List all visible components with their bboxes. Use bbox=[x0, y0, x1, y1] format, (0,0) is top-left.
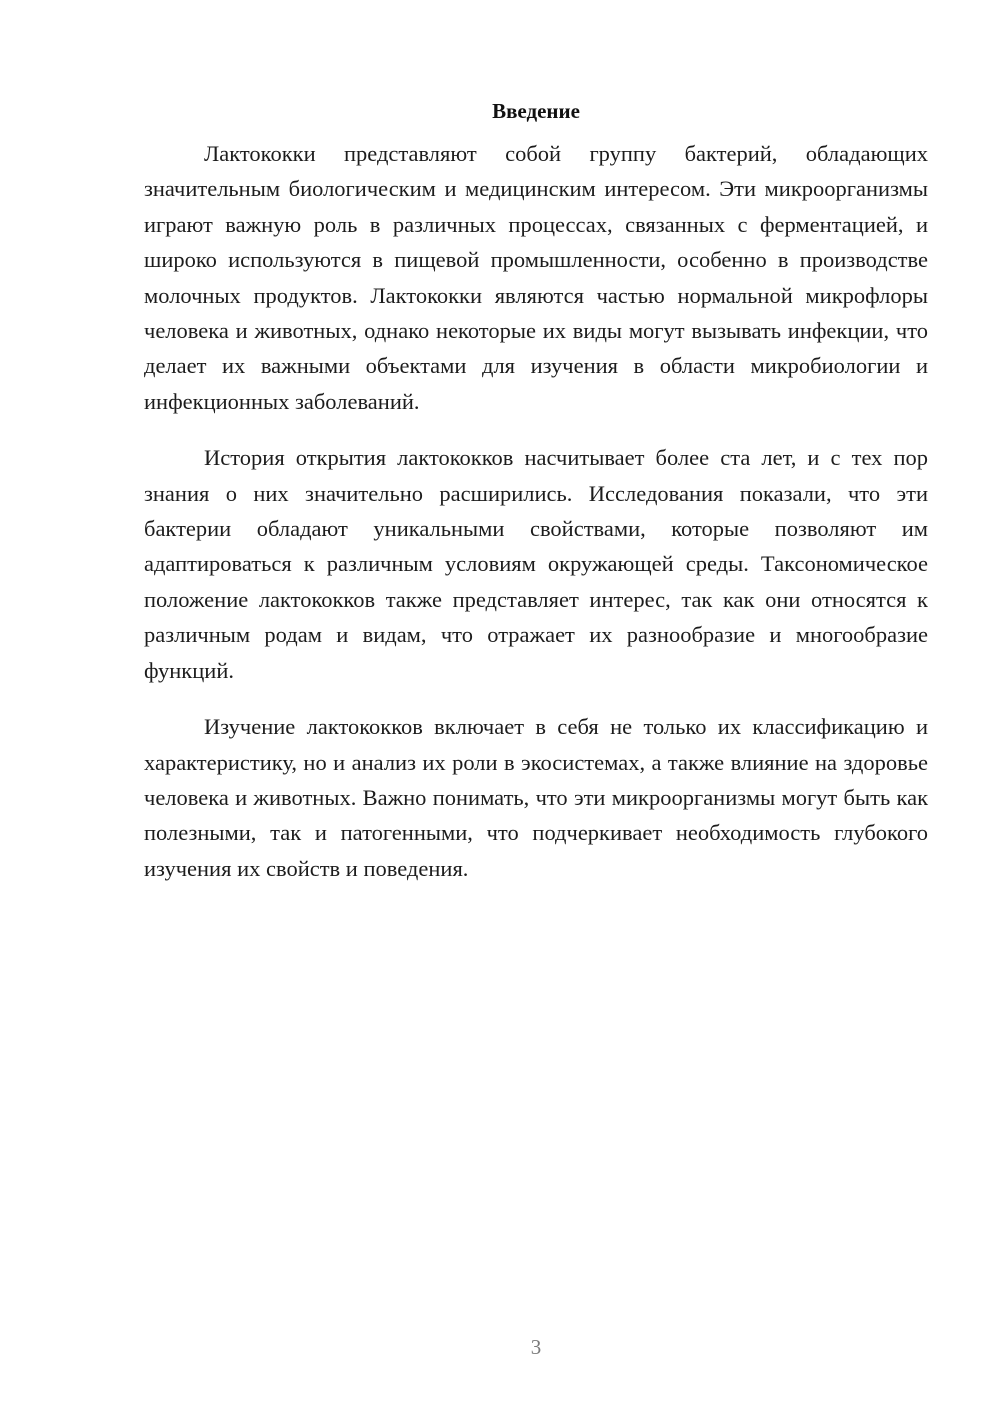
paragraph-1: Лактококки представляют собой группу бактерий, обладающих значительным биологическим и медицинским интересом. Эти микроорганизмы играют важную роль в различных процессах, связанных с ферментацией, и широко используются в пищевой промышленности, особенно в производстве молочных продуктов. Лактококки являются частью нормальной микрофлоры человека и животных, однако некоторые их виды могут вызывать инфекции, что делает их важными объектами для изучения в области микробиологии и инфекционных заболеваний. bbox=[144, 141, 928, 414]
section-heading: Введение bbox=[492, 99, 580, 123]
paragraph-2: История открытия лактококков насчитывает более ста лет, и с тех пор знания о них значительно расширились. Исследования показали, что эти бактерии обладают уникальными свойствами, которые позволяют им адаптироваться к различным условиям окружающей среды. Таксономическое положение лактококков также представляет интерес, так как они относятся к различным родам и видам, что отражает их разнообразие и многообразие функций. bbox=[144, 445, 928, 683]
page-number: 3 bbox=[530, 1335, 542, 1359]
paragraph-3: Изучение лактококков включает в себя не только их классификацию и характеристику, но и анализ их роли в экосистемах, а также влияние на здоровье человека и животных. Важно понимать, что эти микроорганизмы могут быть как полезными, так и патогенными, что подчеркивает необходимость глубокого изучения их свойств и поведения. bbox=[144, 714, 928, 881]
page-content bbox=[144, 96, 928, 907]
